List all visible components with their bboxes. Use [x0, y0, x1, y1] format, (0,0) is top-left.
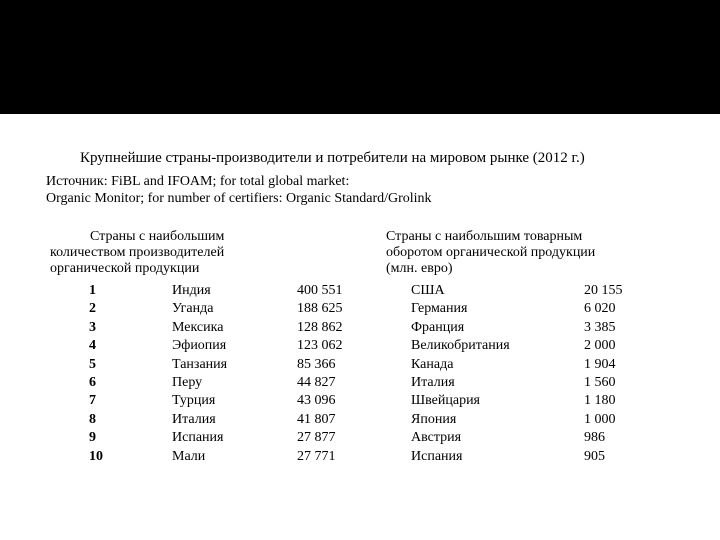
country-cell: Канада	[411, 356, 454, 372]
country-cell: Италия	[411, 374, 455, 390]
value-cell: 188 625	[297, 301, 343, 317]
country-cell: Уганда	[172, 301, 214, 317]
country-cell: Индия	[172, 283, 211, 298]
value-cell: 128 862	[297, 319, 343, 335]
markets-header-line: оборотом органической продукции	[386, 245, 596, 260]
producers-header-line: Страны с наибольшим	[90, 229, 225, 244]
value-cell: 1 000	[584, 411, 616, 427]
rank-cell: 8	[89, 411, 96, 427]
value-cell: 400 551	[297, 283, 343, 298]
producers-header-line: органической продукции	[50, 261, 200, 276]
value-cell: 85 366	[297, 356, 336, 372]
value-cell: 986	[584, 430, 605, 446]
country-cell: Австрия	[411, 430, 462, 446]
country-cell: Танзания	[172, 356, 228, 372]
rank-cell: 5	[89, 356, 96, 372]
country-cell: Мали	[172, 448, 206, 464]
country-cell: Мексика	[172, 319, 224, 335]
country-cell: США	[411, 283, 445, 298]
rank-cell: 10	[89, 448, 103, 464]
value-cell: 44 827	[297, 374, 336, 390]
country-cell: Эфиопия	[172, 338, 227, 354]
country-cell: Великобритания	[411, 338, 510, 354]
value-cell: 20 155	[584, 283, 623, 298]
country-cell: Швейцария	[411, 393, 480, 409]
value-cell: 1 560	[584, 374, 616, 390]
value-cell: 41 807	[297, 411, 336, 427]
top-black-band	[0, 0, 720, 114]
rank-cell: 6	[89, 374, 96, 390]
country-cell: Италия	[172, 411, 216, 427]
producers-header-line: количеством производителей	[50, 245, 225, 260]
rank-cell: 4	[89, 338, 96, 354]
value-cell: 123 062	[297, 338, 343, 354]
rank-cell: 9	[89, 430, 96, 446]
source-note	[46, 173, 432, 207]
source-line: Источник: FiBL and IFOAM; for total global market:	[46, 174, 350, 189]
country-cell: Перу	[172, 374, 203, 390]
rank-cell: 2	[89, 301, 96, 317]
value-cell: 6 020	[584, 301, 616, 317]
rank-cell: 7	[89, 393, 96, 409]
value-cell: 3 385	[584, 319, 616, 335]
value-cell: 1 904	[584, 356, 616, 372]
country-cell: Германия	[411, 301, 468, 317]
producers-column-header	[50, 229, 256, 277]
rank-cell: 1	[89, 283, 96, 298]
page-title: Крупнейшие страны-производители и потребители на мировом рынке (2012 г.)	[80, 150, 585, 166]
value-cell: 2 000	[584, 338, 616, 354]
country-cell: Испания	[172, 430, 224, 446]
rank-cell: 3	[89, 319, 96, 335]
country-cell: Турция	[172, 393, 216, 409]
value-cell: 1 180	[584, 393, 616, 409]
value-cell: 905	[584, 448, 605, 464]
markets-column-header	[386, 229, 641, 277]
country-cell: Испания	[411, 448, 463, 464]
markets-header-line: (млн. евро)	[386, 261, 453, 276]
value-cell: 27 771	[297, 448, 336, 464]
country-cell: Япония	[411, 411, 457, 427]
country-cell: Франция	[411, 319, 465, 335]
markets-header-line: Страны с наибольшим товарным	[386, 229, 583, 244]
value-cell: 43 096	[297, 393, 336, 409]
value-cell: 27 877	[297, 430, 336, 446]
source-line: Organic Monitor; for number of certifiers: Organic Standard/Grolink	[46, 191, 432, 206]
